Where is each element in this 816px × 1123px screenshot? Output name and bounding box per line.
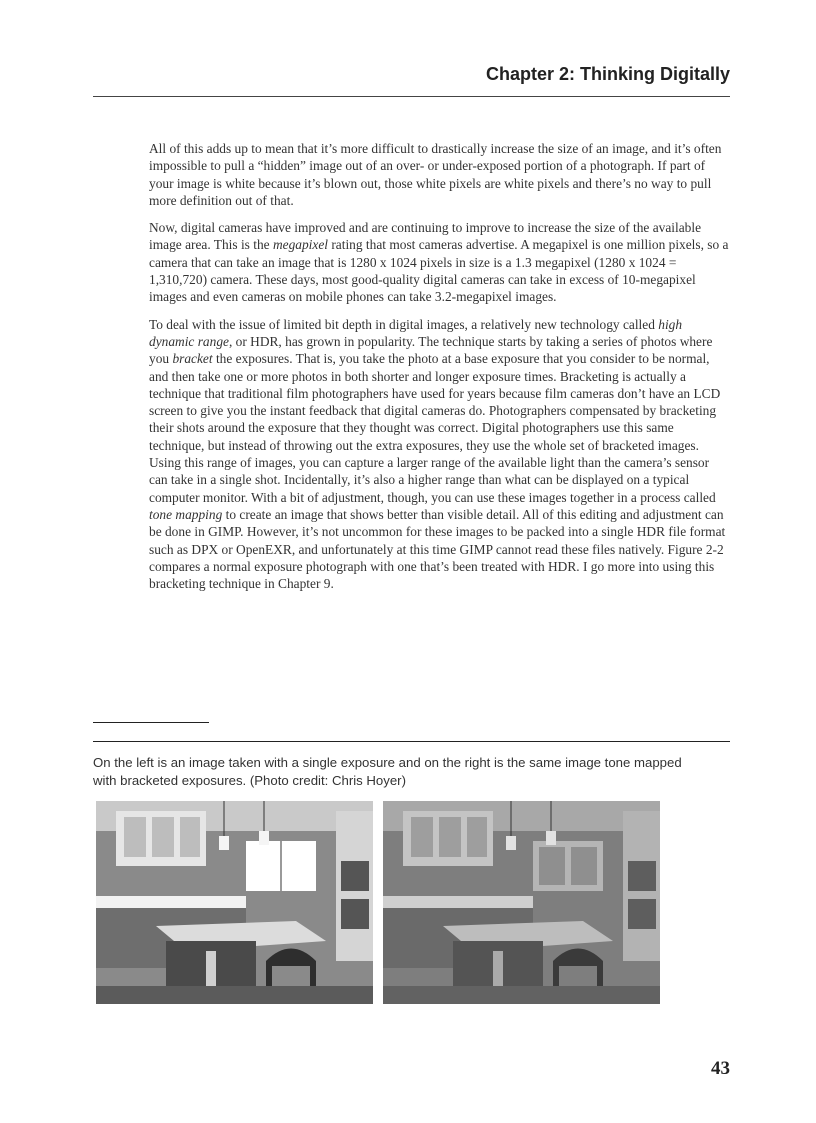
paragraph-text: rating that most cameras advertise. A megapixel is one million pixels, so a camera that can take an image that is 1280 x 1024 pixels in size is a 1.3 megapixel (1280 x 1024 = 1,310,720) camera. These days, most good-quality digital cameras can take in excess of 10-megapixel images and even cameras on mobile phones can take 3.2-megapixel images.	[149, 237, 729, 305]
header-rule	[93, 96, 730, 97]
kitchen-photo-single-exposure-image	[96, 801, 373, 1004]
paragraph-text: the exposures. That is, you take the photo at a base exposure that you consider to be normal, and then take one or more photos in both shorter and longer exposure times. Bracketing is actually a technique that traditional film photographers have used for years because film cameras don’t have an LCD screen to give you the instant feedback that digital cameras do. Photographers compensated by bracketing their shots around the exposure that they thought was correct. Digital photographers use this same technique, but instead of throwing out the extra exposures, they use the whole set of bracketed images. Using this range of images, you can capture a larger range of the available light than the camera’s sensor can take in a single shot. Incidentally, it’s also a higher range than what can be displayed on a typical computer monitor. With a bit of adjustment, though, you can use these images together in a process called	[149, 351, 721, 505]
photo-hdr-tone-mapped	[383, 801, 660, 1004]
body-text	[149, 140, 730, 602]
paragraph-text: , or HDR, has grown in popularity. The technique starts by taking a series of photos where you	[149, 333, 713, 367]
italic-term: tone mapping	[149, 506, 223, 522]
paragraph-text: to create an image that shows better than visible detail. All of this editing and adjustment can be done in GIMP. However, it’s not uncommon for these images to be packed into a single HDR file format such as DPX or OpenEXR, and unfortunately at this time GIMP cannot read these files natively. Figure 2-2 compares a normal exposure photograph with one that’s been treated with HDR. I go more into using this bracketing technique in Chapter 9.	[149, 506, 726, 592]
italic-term: high dynamic range	[149, 316, 683, 349]
paragraph	[149, 140, 730, 209]
page-number: 43	[711, 1058, 730, 1079]
paragraph	[149, 219, 730, 305]
figure-short-rule	[93, 722, 209, 723]
kitchen-photo-hdr-image	[383, 801, 660, 1004]
paragraph-text: All of this adds up to mean that it’s more difficult to drastically increase the size of an image, and it’s often impossible to pull a “hidden” image out of an over- or under-exposed portion of a photograph. If part of your image is white because it’s blown out, those white pixels are white pixels and there’s no way to pull more definition out of that.	[149, 141, 722, 208]
paragraph-text: Now, digital cameras have improved and are continuing to improve to increase the size of the available image area. This is the	[149, 220, 702, 253]
paragraph	[149, 316, 730, 593]
paragraph-text: To deal with the issue of limited bit depth in digital images, a relatively new technology called	[149, 316, 659, 332]
italic-term: bracket	[172, 351, 213, 367]
figure-rule	[93, 741, 730, 742]
photo-single-exposure	[96, 801, 373, 1004]
italic-term: megapixel	[272, 237, 328, 253]
figure-caption: On the left is an image taken with a single exposure and on the right is the same image tone mapped with bracketed exposures. (Photo credit: Chris Hoyer)	[93, 755, 682, 788]
running-head: Chapter 2: Thinking Digitally	[485, 64, 730, 84]
